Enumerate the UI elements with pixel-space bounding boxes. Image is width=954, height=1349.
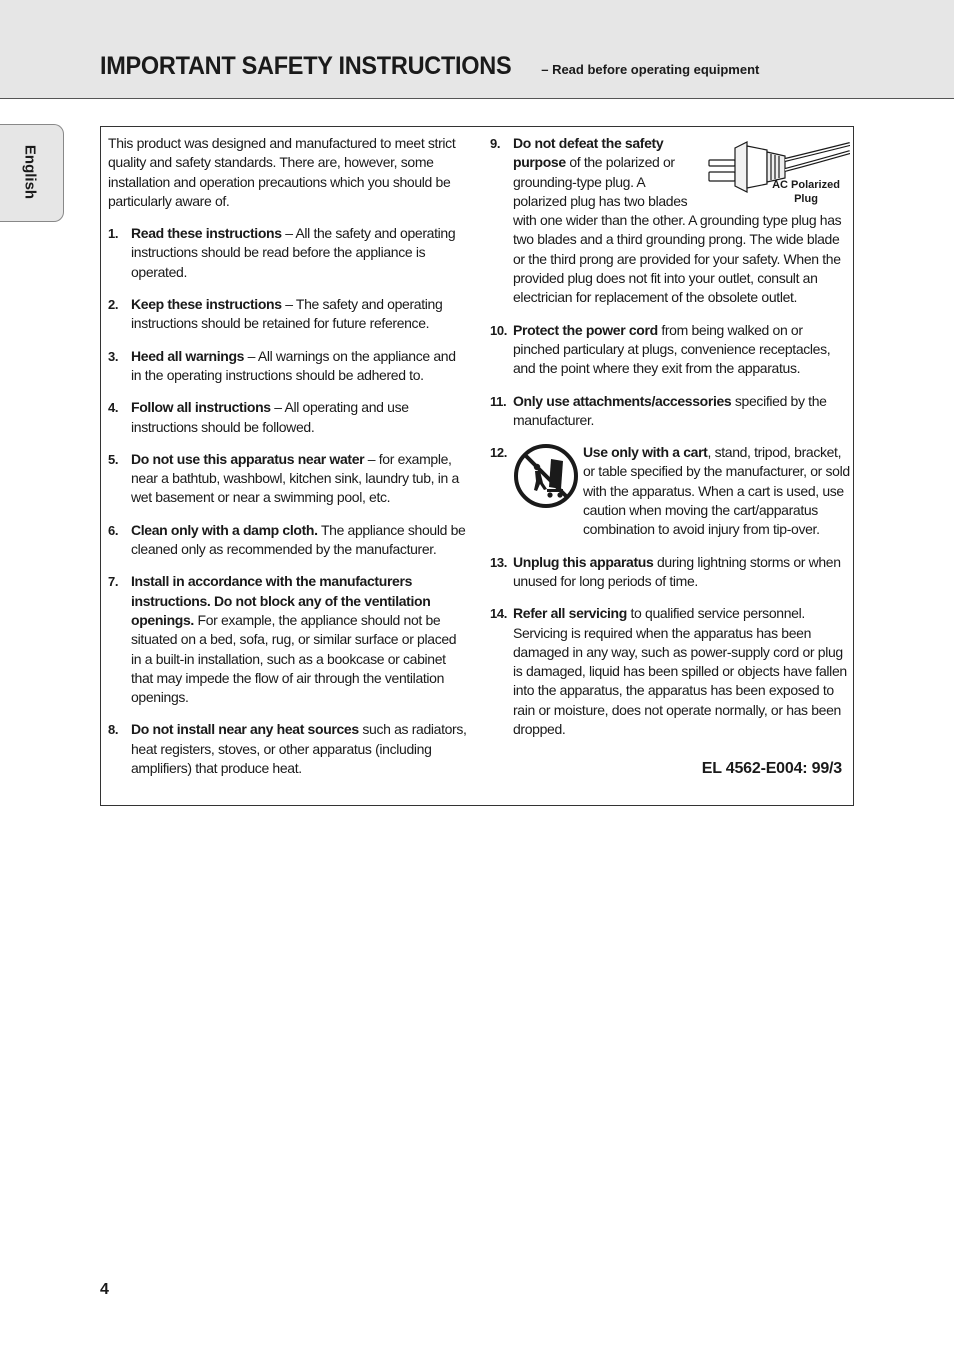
item-text: For example, the appliance should not be situated on a bed, sofa, rug, or similar surface or placed in a built-in installation, such as a bookcase or cabinet that may impede the flow of air through the ventilation openings.	[131, 611, 457, 706]
plug-caption	[766, 178, 846, 206]
instruction-item	[490, 321, 850, 379]
header-band	[0, 0, 954, 99]
item-heading: Do not install near any heat sources	[131, 721, 359, 738]
instruction-item	[490, 553, 850, 592]
cart-figure	[513, 443, 583, 539]
item-number: 14.	[490, 606, 508, 622]
item-text: to qualified service personnel. Servicing is required when the apparatus has been damaged in any way, such as power-supply cord or plug is damaged, liquid has been spilled or objects have fallen into the apparatus, the apparatus has been exposed to rain or moisture, does not operate normally, or has been dropped.	[513, 605, 847, 738]
item-heading: Use only with a cart	[583, 444, 708, 461]
title-subtitle: – Read before operating equipment	[537, 62, 760, 77]
cart-tip-over-warning-icon	[513, 443, 579, 509]
instruction-item	[108, 450, 468, 508]
instruction-item	[108, 398, 468, 437]
page-title	[100, 52, 759, 81]
language-tab-label: English	[21, 144, 39, 200]
plug-caption-line2: Plug	[794, 193, 818, 205]
item-number: 11.	[490, 393, 507, 409]
instruction-item	[490, 134, 850, 308]
item-text: – for example, near a bathtub, washbowl, kitchen sink, laundry tub, in a wet basement or near a swimming pool, etc.	[131, 450, 459, 506]
item-number: 10.	[490, 322, 508, 338]
item-heading: Refer all servicing	[513, 605, 627, 622]
item-text: from being walked on or pinched particulary at plugs, convenience receptacles, and the point where they exit from the apparatus.	[513, 321, 831, 377]
item-number: 3.	[108, 348, 119, 364]
item-number: 7.	[108, 574, 119, 590]
item-heading: Protect the power cord	[513, 321, 658, 338]
item-number: 4.	[108, 400, 119, 416]
item-number: 1.	[108, 226, 119, 242]
item-text: specified by the manufacturer.	[513, 392, 827, 428]
item-number: 9.	[490, 136, 501, 151]
left-column	[108, 134, 468, 791]
plug-caption-line1: AC Polarized	[772, 179, 840, 191]
cart-text	[583, 443, 850, 539]
instruction-item	[108, 224, 468, 282]
item-text: – All the safety and operating instructions should be read before the appliance is operated.	[131, 225, 456, 280]
instruction-item	[490, 604, 850, 739]
item-heading: Clean only with a damp cloth.	[131, 521, 318, 538]
instruction-item	[108, 295, 468, 334]
item-number: 12.	[490, 445, 508, 461]
item-number: 13.	[490, 554, 508, 570]
item-text: – The safety and operating instructions should be retained for future reference.	[131, 296, 443, 332]
item-text: – All operating and use instructions should be followed.	[131, 399, 409, 435]
item-text: such as radiators, heat registers, stoves, or other apparatus (including amplifiers) that produce heat.	[131, 721, 467, 777]
item-text: The appliance should be cleaned only as recommended by the manufacturer.	[131, 521, 466, 558]
item-heading: Do not defeat the safety purpose	[513, 135, 664, 171]
item-number: 5.	[108, 451, 119, 467]
item-text: of the polarized or grounding-type plug. A polarized plug has two blades with one wider than the other. A grounding type plug has two blades and a third grounding prong. The wide blade or the third prong are provided for your safety. When the provided plug does not fit into your outlet, consult an electrician for replacement of the obsolete outlet.	[513, 154, 842, 306]
title-main: IMPORTANT SAFETY INSTRUCTIONS	[100, 52, 512, 80]
instruction-item	[490, 392, 850, 431]
cart-row	[513, 443, 850, 539]
item-number: 8.	[108, 722, 119, 738]
item-heading: Only use attachments/accessories	[513, 392, 732, 409]
item-heading: Heed all warnings	[131, 347, 245, 364]
instruction-item	[108, 521, 468, 560]
document-code: EL 4562-E004: 99/3	[701, 760, 842, 778]
instruction-item	[108, 347, 468, 386]
instruction-item	[108, 720, 468, 778]
item-text: , stand, tripod, bracket, or table specified by the manufacturer, or sold with the apparatus. When a cart is used, use caution when moving the cart/apparatus combination to avoid injury from tip-over.	[583, 444, 850, 538]
item-text: during lightning storms or when unused for long periods of time.	[513, 553, 841, 589]
plug-figure	[705, 134, 850, 206]
item-text: – All warnings on the appliance and in the operating instructions should be adhered to.	[131, 347, 456, 383]
instruction-item	[108, 572, 468, 707]
item-heading: Install in accordance with the manufacturers instructions. Do not block any of the ventilation openings.	[131, 573, 431, 628]
item-heading: Keep these instructions	[131, 296, 282, 313]
intro-paragraph: This product was designed and manufactured to meet strict quality and safety standards. There are, however, some installation and operation precautions which you should be particularly aware of.	[108, 135, 456, 209]
item-number: 6.	[108, 522, 119, 538]
item-number: 2.	[108, 297, 119, 313]
right-column	[490, 134, 850, 779]
instruction-item	[490, 443, 850, 539]
item-heading: Follow all instructions	[131, 399, 271, 416]
page-number: 4	[100, 1281, 109, 1298]
item-heading: Read these instructions	[131, 225, 282, 242]
item-heading: Unplug this apparatus	[513, 553, 654, 570]
item-heading: Do not use this apparatus near water	[131, 450, 365, 467]
